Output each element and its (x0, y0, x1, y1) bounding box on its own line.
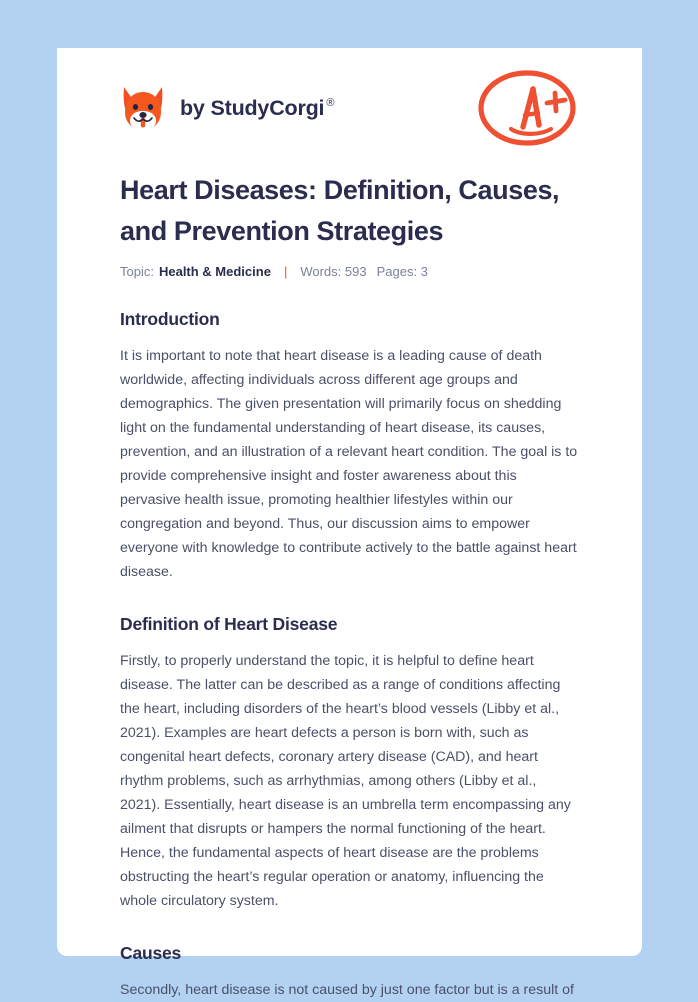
section-causes (120, 943, 579, 1002)
a-plus-grade-icon (475, 67, 579, 149)
topic-label: Topic: (120, 264, 154, 280)
section-definition-of-heart-disease (120, 614, 579, 913)
section-paragraph: Firstly, to properly understand the topic, it is helpful to define heart disease. The latter can be described as a range of conditions affecting the heart, including disorders of the heart’s blood vessels (Libby et al., 2021). Examples are heart defects a person is born with, such as congenital heart defects, coronary artery disease (CAD), and heart rhythm problems, such as arrhythmias, among others (Libby et al., 2021). Essentially, heart disease is an umbrella term encompassing any ailment that disrupts or hampers the normal functioning of the heart. Hence, the fundamental aspects of heart disease are the problems obstructing the heart’s regular operation or anatomy, influencing the whole circulatory system. (120, 653, 571, 910)
page-title: Heart Diseases: Definition, Causes, and Prevention Strategies (120, 175, 560, 247)
section-paragraph: It is important to note that heart disease is a leading cause of death worldwide, affecting individuals across different age groups and demographics. The given presentation will primarily focus on shedding light on the fundamental understanding of heart disease, its causes, prevention, and an illustration of a relevant heart condition. The goal is to provide comprehensive insight and foster awareness about this pervasive health issue, promoting healthier lifestyles within our congregation and beyond. Thus, our discussion aims to empower everyone with knowledge to contribute actively to the battle against heart disease. (120, 348, 578, 581)
topic-value[interactable]: Health & Medicine (158, 264, 271, 280)
section-heading: Causes (120, 943, 182, 964)
section-heading: Definition of Heart Disease (120, 614, 338, 635)
brand-logo[interactable] (120, 83, 334, 133)
brand-title: StudyCorgi (210, 95, 325, 120)
section-heading: Introduction (120, 309, 220, 330)
word-count: Words: 593 (300, 264, 367, 280)
section-paragraph: Secondly, heart disease is not caused by just one factor but is a result of (120, 982, 574, 999)
meta-separator: | (283, 264, 288, 280)
brand-name (180, 96, 334, 121)
registered-trademark-icon: ® (326, 97, 335, 110)
page-count: Pages: 3 (376, 264, 428, 280)
document-page (57, 48, 642, 999)
document-header (120, 48, 579, 160)
section-introduction (120, 309, 579, 584)
document-meta (120, 264, 579, 279)
brand-prefix: by (180, 95, 211, 120)
corgi-mascot-icon (120, 83, 166, 133)
